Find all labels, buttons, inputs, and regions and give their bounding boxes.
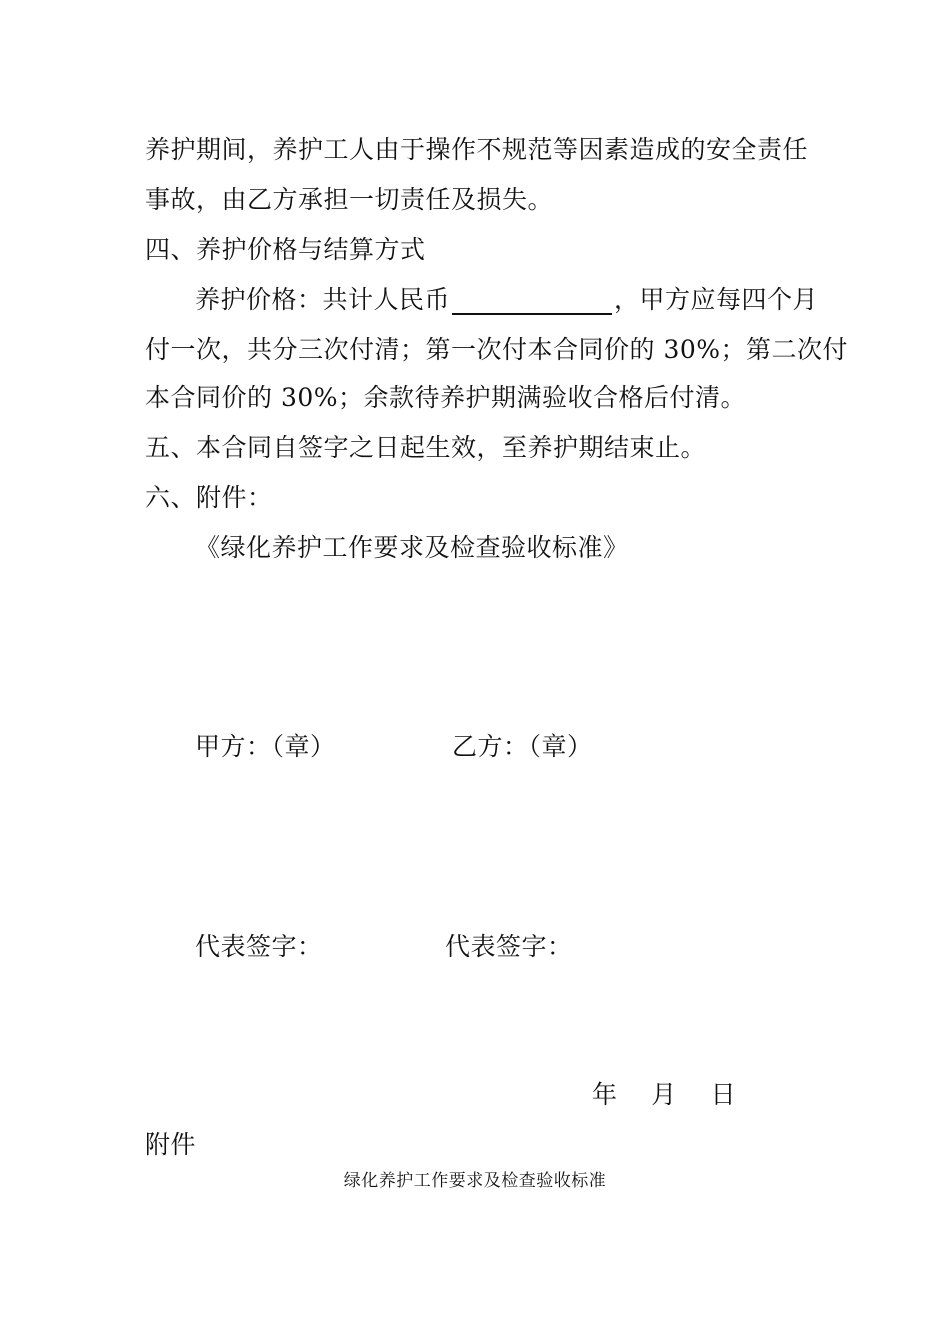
party-a-seal: 甲方：（章） [195,732,336,761]
section-6: 六、附件： [145,483,273,512]
payment-line-2: 本合同价的 30%；余款待养护期满验收合格后付清。 [145,383,747,412]
date-line: 年 月 日 [592,1080,737,1109]
attachment-title: 《绿化养护工作要求及检查验收标准》 [195,533,629,562]
price-blank [452,287,612,315]
party-b-representative: 代表签字： [445,932,573,961]
section-4-heading: 四、养护价格与结算方式 [145,235,426,264]
body-line-2: 事故，由乙方承担一切责任及损失。 [145,185,554,214]
payment-line-1: 付一次，共分三次付清；第一次付本合同价的 30%；第二次付 [145,335,849,364]
price-prefix: 养护价格：共计人民币 [195,285,451,314]
appendix-title: 绿化养护工作要求及检查验收标准 [343,1171,607,1191]
price-line [195,285,818,315]
party-a-representative: 代表签字： [195,932,323,961]
price-suffix: ，甲方应每四个月 [614,285,819,314]
section-5: 五、本合同自签字之日起生效，至养护期结束止。 [145,433,707,462]
appendix-label: 附件 [145,1130,197,1159]
party-b-seal: 乙方：（章） [452,732,593,761]
body-line-1: 养护期间，养护工人由于操作不规范等因素造成的安全责任 [145,135,809,164]
